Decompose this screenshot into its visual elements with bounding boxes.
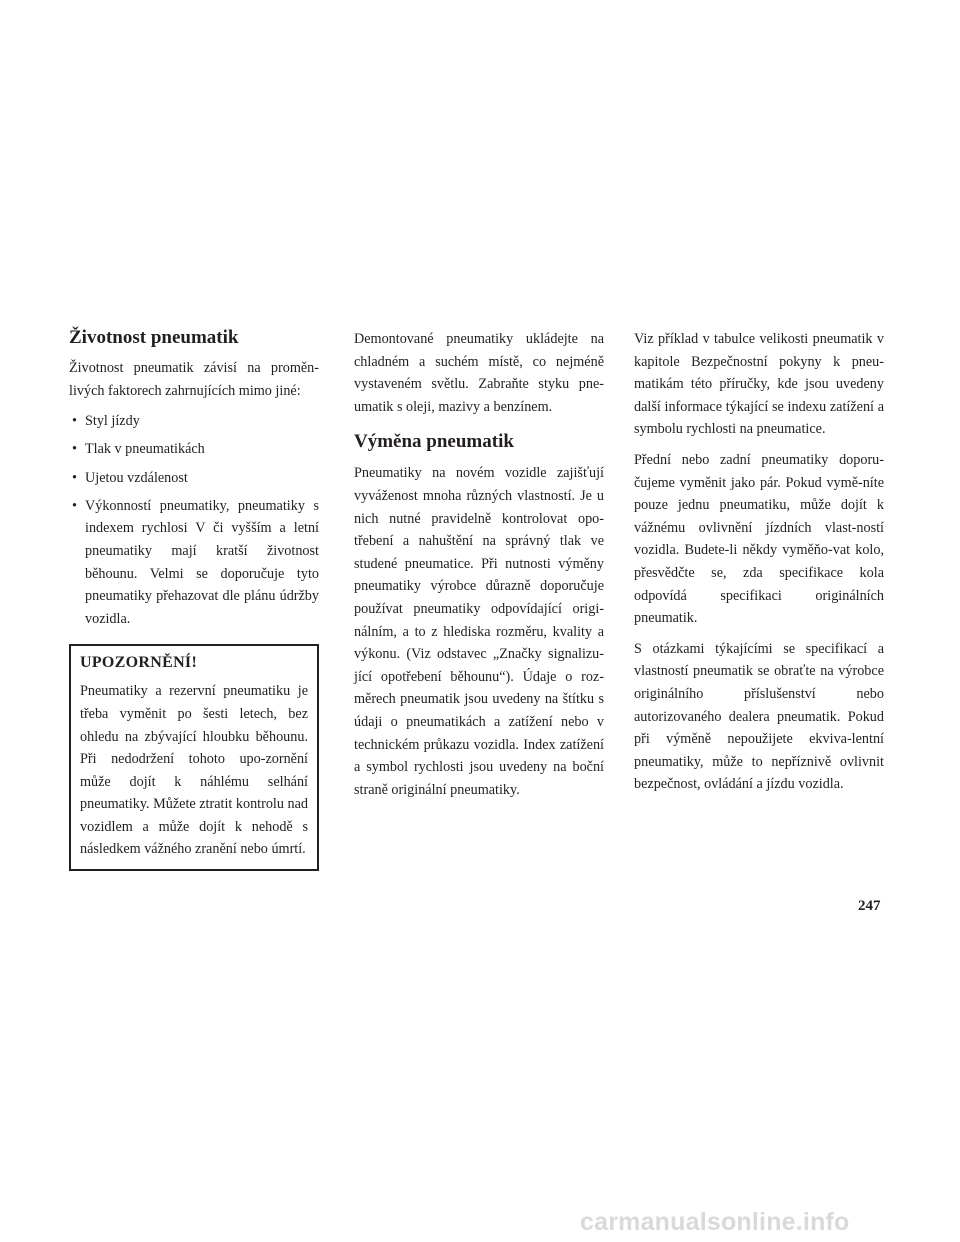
column-3 [634,328,884,804]
list-item [69,438,319,461]
intro-paragraph: Životnost pneumatik závisí na proměn-livých faktorech zahrnujících mimo jiné: [69,360,319,399]
list-item-text: Ujetou vzdálenost [85,469,188,486]
size-table-paragraph: Viz příklad v tabulce velikosti pneumatik v kapitole Bezpečnostní pokyny k pneu-matikám této příručky, kde jsou uvedeny další informace týkající se indexu zatížení a symbolu rychlosti na pneumatice. [634,331,884,438]
bullet-icon: • [72,441,77,458]
list-item-text: Styl jízdy [85,413,140,430]
list-item [69,495,319,631]
warning-text: Pneumatiky a rezervní pneumatiku je třeba vyměnit po šesti letech, bez ohledu na zbývající hloubku běhounu. Při nedodržení tohoto upo-zornění může dojít k náhlému selhání pneumatiky. Můžete ztratit kontrolu nad vozidlem a může dojít k nehodě s následkem vážného zranění nebo úmrtí. [80,683,308,858]
storage-paragraph: Demontované pneumatiky ukládejte na chladném a suchém místě, co nejméně vystaveném světlu. Zabraňte styku pne-umatik s oleji, mazivy a benzínem. [354,331,604,415]
specification-paragraph: S otázkami týkajícími se specifikací a vlastností pneumatik se obraťte na výrobce originálního příslušenství nebo autorizovaného dealera pneumatik. Pokud při výměně nepoužijete ekviva-lentní pneumatiky, může to nepříznivě ovlivnit bezpečnost, ovládání a jízdu vozidla. [634,640,884,793]
bullet-icon: • [72,469,77,486]
column-1 [69,326,319,871]
factor-list [69,410,319,630]
section-heading-tire-replacement: Výměna pneumatik [354,431,514,453]
warning-title: UPOZORNĚNÍ! [80,654,198,672]
section-heading-tire-life: Životnost pneumatik [69,327,239,348]
watermark: carmanualsonline.info [580,1208,850,1236]
bullet-icon: • [72,413,77,430]
warning-box [69,644,319,871]
list-item-text: Výkonností pneumatiky, pneumatiky s indexem rychlosi V či vyšším a letní pneumatiky mají kratší životnost běhounu. Velmi se doporučuje tyto pneumatiky přehazovat dle plánu údržby vozidla. [85,497,319,627]
column-2 [354,328,604,809]
list-item [69,467,319,490]
replacement-paragraph: Pneumatiky na novém vozidle zajišťují vyváženost mnoha různých vlastností. Je u nich nutné pravidelně kontrolovat opo-třebení a nahuštění na správný tlak ve studené pneumatice. Při nutnosti výměny pneumatiky výrobce důrazně doporučuje používat pneumatiky odpovídající origi-nálním, a to z hlediska rozměru, kvality a výkonu. (Viz odstavec „Značky signalizu-jící opotřebení běhounu“). Údaje o roz-měrech pneumatik jsou uvedeny na štítku s údaji o pneumatikách a zatížení nebo v technickém průkazu vozidla. Index zatížení a symbol rychlosti jsou uvedeny na boční straně originální pneumatiky. [354,465,604,798]
page-number: 247 [858,898,881,914]
bullet-icon: • [72,497,77,514]
pair-replacement-paragraph: Přední nebo zadní pneumatiky doporu-čujeme vyměnit jako pár. Pokud vymě-níte pouze jednu pneumatiku, může dojít k vážnému ovlivnění jízdních vlast-ností vozidla. Budete-li někdy vyměňo-vat kolo, přesvědčte se, zda specifikace kola odpovídá specifikaci originálních pneumatik. [634,451,884,627]
list-item-text: Tlak v pneumatikách [85,441,205,458]
list-item [69,410,319,433]
